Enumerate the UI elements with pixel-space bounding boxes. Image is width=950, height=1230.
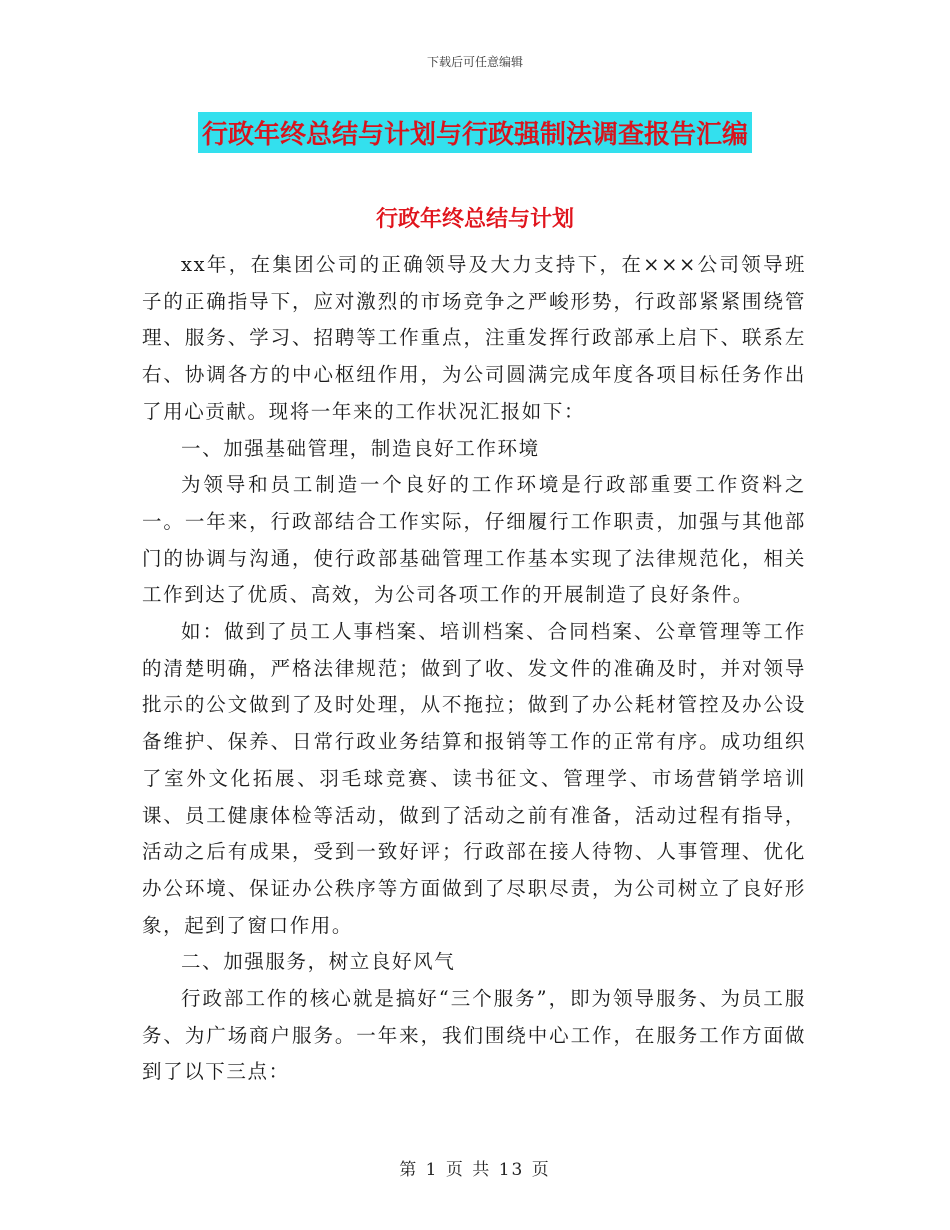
- main-title-container: [0, 112, 950, 153]
- section-title: 行政年终总结与计划: [375, 206, 574, 232]
- paragraph-intro: xx年，在集团公司的正确领导及大力支持下，在×××公司领导班子的正确指导下，应对激烈的市场竞争之严峻形势，行政部紧紧围绕管理、服务、学习、招聘等工作重点，注重发挥行政部承上启下、联系左右、协调各方的中心枢纽作用，为公司圆满完成年度各项目标任务作出了用心贡献。现将一年来的工作状况汇报如下：: [142, 253, 806, 423]
- paragraph-service: 行政部工作的核心就是搞好“三个服务”，即为领导服务、为员工服务、为广场商户服务。一年来，我们围绕中心工作，在服务工作方面做到了以下三点：: [142, 987, 806, 1084]
- paragraph-examples: 如：做到了员工人事档案、培训档案、合同档案、公章管理等工作的清楚明确，严格法律规范；做到了收、发文件的准确及时，并对领导批示的公文做到了及时处理，从不拖拉；做到了办公耗材管控及办公设备维护、保养、日常行政业务结算和报销等工作的正常有序。成功组织了室外文化拓展、羽毛球竞赛、读书征文、管理学、市场营销学培训课、员工健康体检等活动，做到了活动之前有准备，活动过程有指导，活动之后有成果，受到一致好评；行政部在接人待物、人事管理、优化办公环境、保证办公秩序等方面做到了尽职尽责，为公司树立了良好形象，起到了窗口作用。: [142, 620, 806, 937]
- main-title: 行政年终总结与计划与行政强制法调查报告汇编: [198, 112, 752, 153]
- document-body: [142, 247, 806, 1091]
- paragraph-basic-management: 为领导和员工制造一个良好的工作环境是行政部重要工作资料之一。一年来，行政部结合工作实际，仔细履行工作职责，加强与其他部门的协调与沟通，使行政部基础管理工作基本实现了法律规范化，相关工作到达了优质、高效，为公司各项工作的开展制造了良好条件。: [142, 473, 806, 607]
- page-number: 第 1 页 共 13 页: [399, 1160, 551, 1180]
- heading-two: 二、加强服务，树立良好风气: [181, 950, 456, 974]
- page-header-note: 下载后可任意编辑: [426, 55, 523, 69]
- heading-one: 一、加强基础管理，制造良好工作环境: [181, 436, 540, 460]
